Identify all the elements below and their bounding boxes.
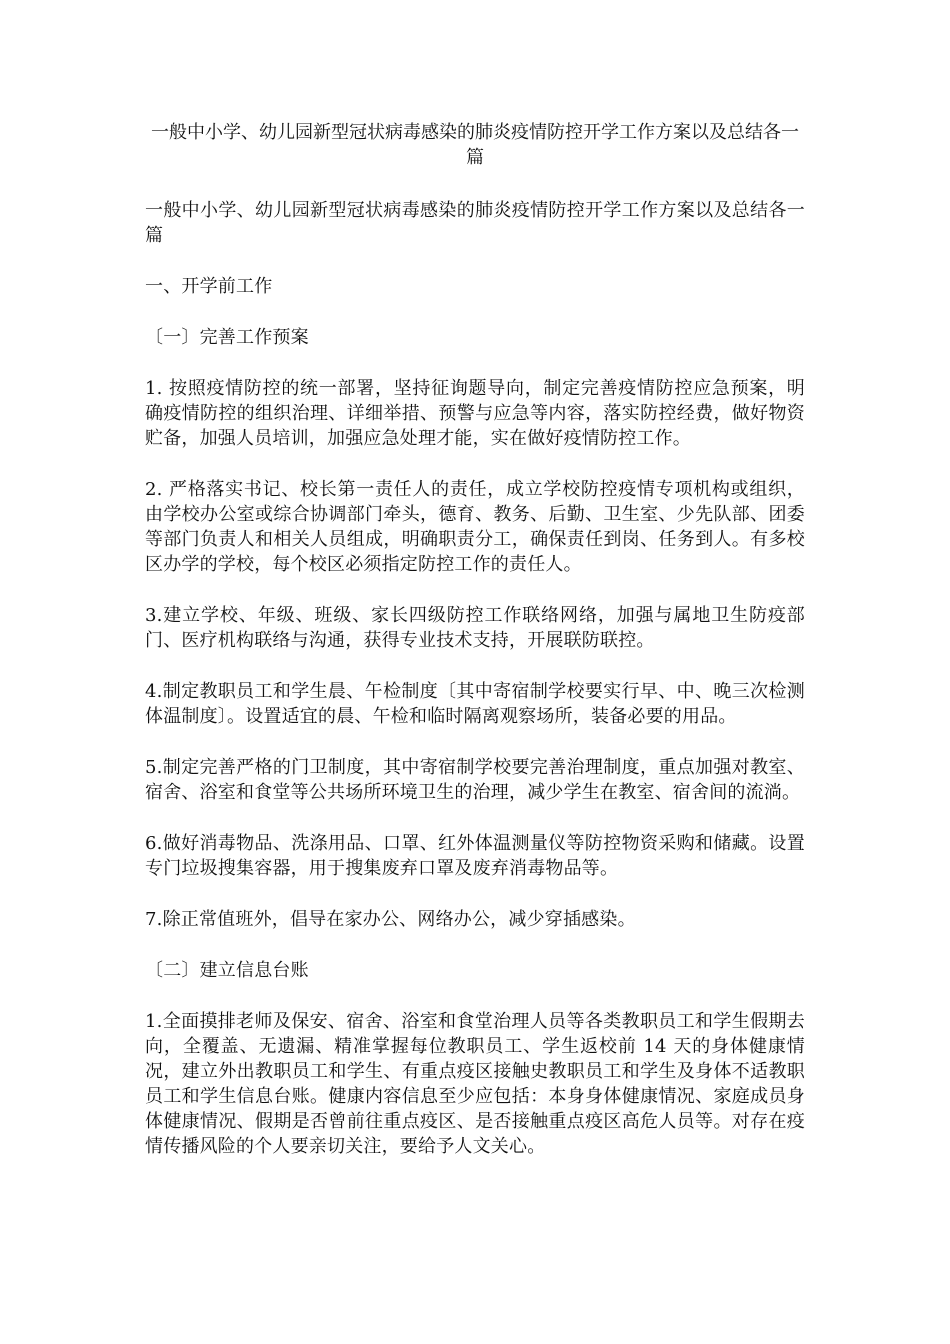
document-title: 一般中小学、幼儿园新型冠状病毒感染的肺炎疫情防控开学工作方案以及总结各一篇: [151, 122, 799, 168]
subsection-heading-plan: 〔一〕完善工作预案: [145, 327, 309, 348]
document-page: [145, 120, 805, 1185]
paragraph-item-4: 4.制定教职员工和学生晨、午检制度〔其中寄宿制学校要实行早、中、晚三次检测体温制度〕。设置适宜的晨、午检和临时隔离观察场所，装备必要的用品。: [145, 681, 805, 727]
paragraph-ledger-item-1: 1.全面摸排老师及保安、宿舍、浴室和食堂治理人员等各类教职员工和学生假期去向，全覆盖、无遗漏、精准掌握每位教职员工、学生返校前 14 天的身体健康情况，建立外出教职员工和学生、有重点疫区接触史教职员工和学生及身体不适教职员工和学生信息台账。健康内容信息至少应包括：本身身体健康情况、家庭成员身体健康情况、假期是否曾前往重点疫区、是否接触重点疫区高危人员等。对存在疫情传播风险的个人要亲切关注，要给予人文关心。: [145, 1011, 805, 1157]
subsection-heading-ledger: 〔二〕建立信息台账: [145, 960, 309, 981]
paragraph-item-3: 3.建立学校、年级、班级、家长四级防控工作联络网络，加强与属地卫生防疫部门、医疗机构联络与沟通，获得专业技术支持，开展联防联控。: [145, 605, 805, 651]
paragraph-item-1: 1. 按照疫情防控的统一部署，坚持征询题导向，制定完善疫情防控应急预案，明确疫情防控的组织治理、详细举措、预警与应急等内容，落实防控经费，做好物资贮备，加强人员培训，加强应急处理才能，实在做好疫情防控工作。: [145, 378, 805, 449]
paragraph-item-2: 2. 严格落实书记、校长第一责任人的责任，成立学校防控疫情专项机构或组织，由学校办公室或综合协调部门牵头，德育、教务、后勤、卫生室、少先队部、团委等部门负责人和相关人员组成，明确职责分工，确保责任到岗、任务到人。有多校区办学的学校，每个校区必须指定防控工作的责任人。: [145, 479, 805, 575]
paragraph-item-5: 5.制定完善严格的门卫制度，其中寄宿制学校要完善治理制度，重点加强对教室、宿舍、浴室和食堂等公共场所环境卫生的治理，减少学生在教室、宿舍间的流淌。: [145, 757, 805, 803]
section-heading-before-school: 一、开学前工作: [145, 276, 273, 297]
paragraph-item-6: 6.做好消毒物品、洗涤用品、口罩、红外体温测量仪等防控物资采购和储藏。设置专门垃圾搜集容器，用于搜集废弃口罩及废弃消毒物品等。: [145, 833, 805, 879]
paragraph-repeated-title: 一般中小学、幼儿园新型冠状病毒感染的肺炎疫情防控开学工作方案以及总结各一篇: [145, 200, 805, 246]
paragraph-item-7: 7.除正常值班外，倡导在家办公、网络办公，减少穿插感染。: [145, 909, 636, 930]
